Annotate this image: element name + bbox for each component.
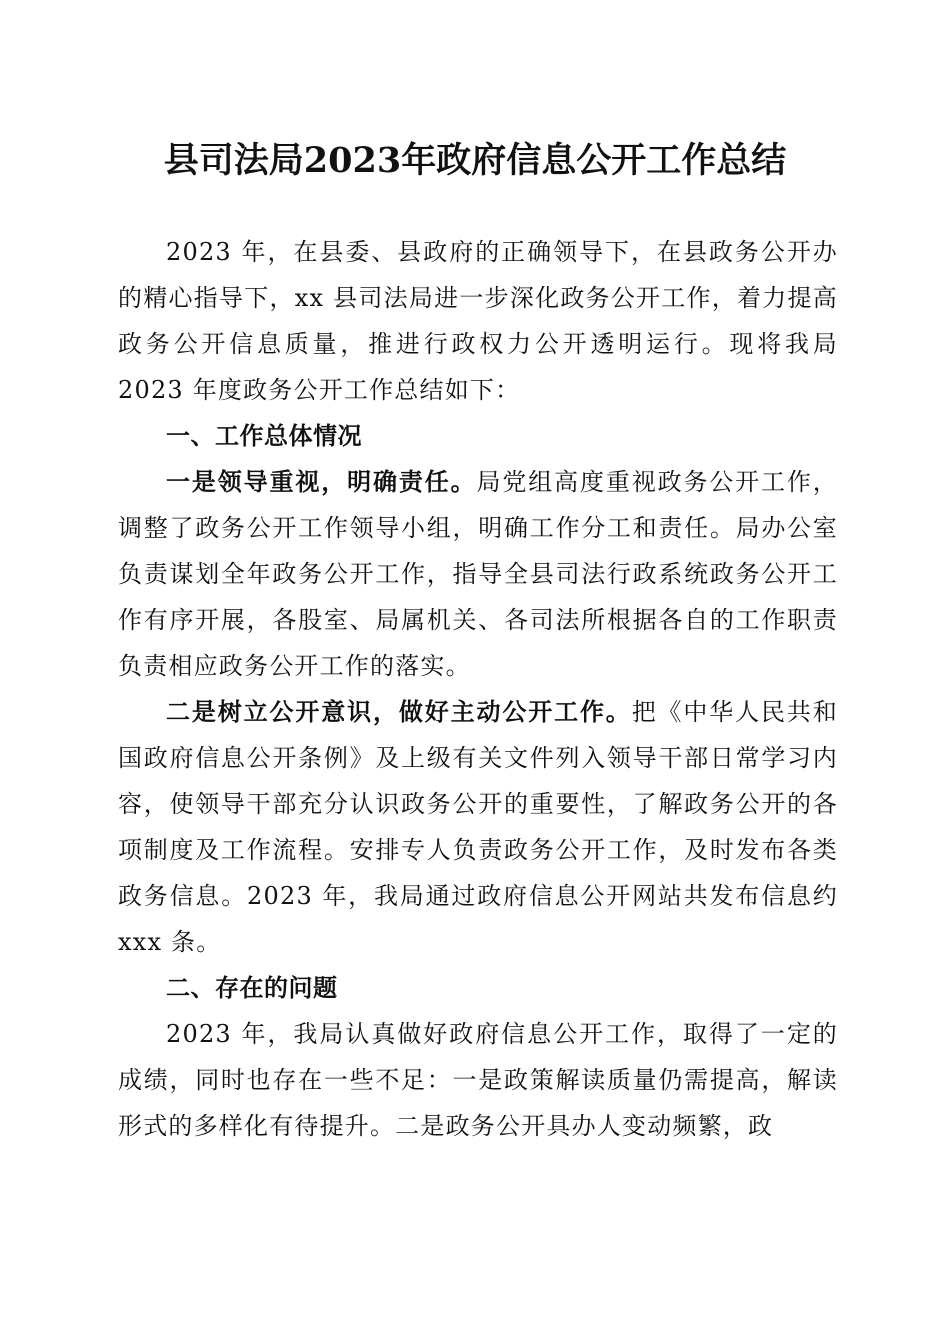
section-heading-problems: 二、存在的问题 [166,974,338,1002]
item-one-paragraph [118,459,838,689]
item-two-text: 把《中华人民共和国政府信息公开条例》及上级有关文件列入领导干部日常学习内容，使领导干部充分认识政务公开的重要性，了解政务公开的各项制度及工作流程。安排专人负责政务公开工作，及时发布各类政务信息。2023 年，我局通过政府信息公开网站共发布信息约 xxx 条。 [118,698,838,956]
problems-paragraph: 2023 年，我局认真做好政府信息公开工作，取得了一定的成绩，同时也存在一些不足：一是政策解读质量仍需提高，解读形式的多样化有待提升。二是政务公开具办人变动频繁，政 [118,1020,838,1140]
item-one-lead: 一是领导重视，明确责任。 [166,468,477,496]
intro-paragraph: 2023 年，在县委、县政府的正确领导下，在县政务公开办的精心指导下，xx 县司法局进一步深化政务公开工作，着力提高政务公开信息质量，推进行政权力公开透明运行。现将我局 2023 年度政务公开工作总结如下： [118,238,838,404]
item-one-text: 局党组高度重视政务公开工作，调整了政务公开工作领导小组，明确工作分工和责任。局办公室负责谋划全年政务公开工作，指导全县司法行政系统政务公开工作有序开展，各股室、局属机关、各司法所根据各自的工作职责负责相应政务公开工作的落实。 [118,468,838,680]
section-heading-overview: 一、工作总体情况 [166,422,362,450]
document-title: 县司法局2023年政府信息公开工作总结 [163,140,787,181]
item-two-lead: 二是树立公开意识，做好主动公开工作。 [166,698,632,726]
document-body [118,229,838,1149]
item-two-paragraph [118,689,838,965]
